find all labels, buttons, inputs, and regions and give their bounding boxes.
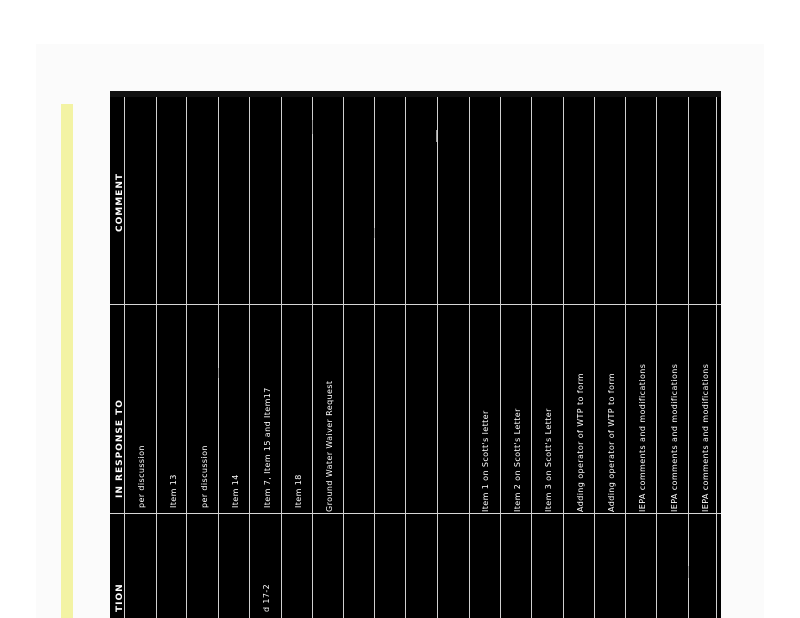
rotated-table <box>110 91 721 618</box>
action-cell: d 17-2 <box>262 583 271 612</box>
scan-speck <box>218 368 219 378</box>
row-divider <box>249 97 250 618</box>
column-divider <box>110 513 721 514</box>
row-divider <box>374 97 375 618</box>
response-cell: Item 1 on Scott's letter <box>481 410 490 512</box>
row-divider <box>688 97 689 618</box>
row-divider <box>625 97 626 618</box>
header-comment: COMMENT <box>115 173 125 232</box>
response-cell: Item 13 <box>169 474 178 508</box>
response-cell: Item 2 on Scott's Letter <box>513 408 522 512</box>
response-cell: per discussion <box>200 445 209 508</box>
scan-speck <box>688 566 689 578</box>
row-divider <box>186 97 187 618</box>
response-cell: IEPA comments and modifications <box>638 363 647 512</box>
table-top-edge <box>110 91 721 97</box>
response-cell: Adding operator of WTP to form <box>576 373 585 512</box>
row-divider <box>437 97 438 618</box>
response-cell: IEPA comments and modifications <box>670 363 679 512</box>
scan-speck <box>374 228 375 238</box>
row-divider <box>218 97 219 618</box>
row-divider <box>469 97 470 618</box>
response-cell: Adding operator of WTP to form <box>607 373 616 512</box>
highlighter-mark <box>61 104 73 618</box>
row-divider <box>531 97 532 618</box>
row-divider <box>156 97 157 618</box>
column-divider <box>110 304 721 305</box>
row-divider <box>594 97 595 618</box>
response-cell: Item 3 on Scott's Letter <box>544 408 553 512</box>
header-action: TION <box>115 583 125 612</box>
row-divider <box>343 97 344 618</box>
response-cell: Item 18 <box>294 474 303 508</box>
scan-speck <box>312 120 313 134</box>
header-in-response-to: IN RESPONSE TO <box>115 399 125 498</box>
row-divider <box>405 97 406 618</box>
row-divider <box>312 97 313 618</box>
row-divider <box>656 97 657 618</box>
row-divider <box>281 97 282 618</box>
row-divider <box>500 97 501 618</box>
row-divider <box>716 97 717 618</box>
response-cell: Item 14 <box>231 474 240 508</box>
response-cell: Item 7, Item 15 and Item17 <box>263 387 272 508</box>
row-divider <box>563 97 564 618</box>
response-cell: per discussion <box>137 445 146 508</box>
response-cell: IEPA comments and modifications <box>701 363 710 512</box>
scan-speck <box>436 130 437 142</box>
response-cell: Ground Water Waiver Request <box>325 380 334 512</box>
